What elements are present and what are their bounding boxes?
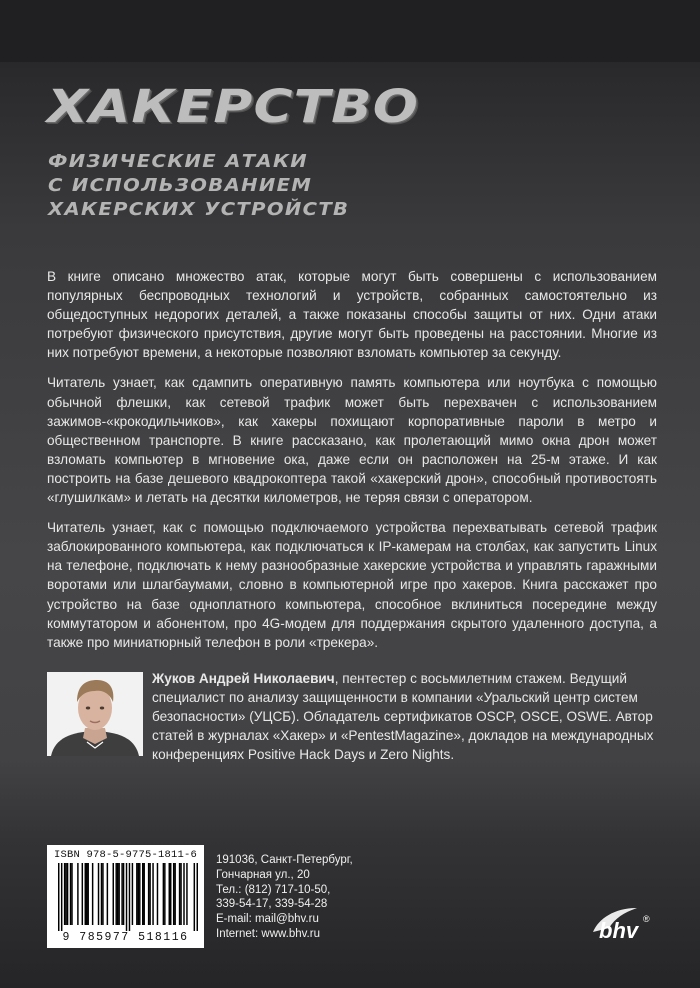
barcode-bar xyxy=(180,863,181,925)
barcode-bar xyxy=(121,863,122,925)
barcode-bar xyxy=(86,863,87,925)
isbn-label: ISBN 978-5-9775-1811-6 xyxy=(53,849,198,861)
address-line: Тел.: (812) 717-10-50, xyxy=(216,883,331,896)
barcode-bar xyxy=(107,863,108,925)
barcode-bar xyxy=(173,863,174,925)
address-line: Internet: www.bhv.ru xyxy=(216,927,320,940)
barcode-bar xyxy=(129,863,130,931)
book-subtitle xyxy=(48,150,408,222)
bhv-logo xyxy=(585,898,659,944)
barcode-bar xyxy=(118,863,119,925)
barcode-digits: 9 785977 518116 xyxy=(62,931,189,944)
barcode-bar xyxy=(101,863,102,925)
barcode-bar xyxy=(58,863,59,931)
address-line: Гончарная ул., 20 xyxy=(216,868,310,881)
barcode-bar xyxy=(149,863,150,925)
barcode-bar xyxy=(139,863,140,925)
logo-text: bhv xyxy=(599,918,639,943)
barcode-box xyxy=(47,845,204,948)
author-bio-text: , пентестер с восьмилетним стажем. Ведущий специалист по анализу защищенности в компании «Уральский центр систем безопасности» (УЦСБ). Обладатель сертификатов OSCP, OSCE, OSWE. Автор статей в журналах «Хакер» и «PentestMagazine», докладов на международных конференциях Positive Hack Days и Zero Nights. xyxy=(152,671,654,763)
barcode-bar xyxy=(64,863,65,925)
barcode-bar xyxy=(170,863,171,925)
barcode-bar xyxy=(87,863,88,925)
barcode-bar xyxy=(113,863,114,925)
barcode-bar xyxy=(157,863,158,925)
barcode-bar xyxy=(136,863,137,925)
subtitle-line: С ИСПОЛЬЗОВАНИЕМ xyxy=(48,176,313,196)
subtitle-line: ХАКЕРСКИХ УСТРОЙСТВ xyxy=(48,200,350,220)
address-line: 339-54-17, 339-54-28 xyxy=(216,898,328,911)
barcode-bar xyxy=(143,863,144,925)
barcode-bar xyxy=(183,863,184,925)
description-paragraph: Читатель узнает, как сдампить оперативную память компьютера или ноутбука с помощью обычной флешки, как сетевой трафик может быть перехвачен с использованием зажимов-«крокодильчиков», как хакеры похищают корпоративные пароли в метро и общественном транспорте. В книге рассказано, как пролетающий мимо окна дрон может взломать компьютер в мгновение ока, даже если он расположен на 25-м этаже. И как построить на базе дешевого квадрокоптера такой «хакерский дрон», способный противостоять «глушилкам» и летать на десятки километров, не теряя связи с оператором. xyxy=(47,375,657,506)
barcode-bar xyxy=(92,863,93,925)
author-name: Жуков Андрей Николаевич xyxy=(152,671,335,686)
description-paragraph: В книге описано множество атак, которые могут быть совершены с использованием популярных беспроводных технологий и устройств, собранных самостоятельно из общедоступных недорогих деталей, а также показаны способы защиты от них. Одни атаки потребуют физического присутствия, другие могут быть проведены на расстоянии. Многие из них потребуют времени, а некоторые позволяют взломать компьютер за секунду. xyxy=(47,269,657,361)
book-title: ХАКЕРСТВО xyxy=(47,80,420,133)
barcode-bar xyxy=(142,863,143,925)
logo-mark: ® xyxy=(643,914,650,924)
barcode-bar xyxy=(148,863,149,925)
publisher-address xyxy=(216,853,476,942)
subtitle-line: ФИЗИЧЕСКИЕ АТАКИ xyxy=(48,152,309,172)
barcode-bar xyxy=(169,863,170,925)
barcode-bar xyxy=(82,863,83,925)
barcode-bar xyxy=(98,863,99,925)
barcode-bar xyxy=(102,863,103,925)
barcode-bar xyxy=(115,863,116,925)
address-line: E-mail: mail@bhv.ru xyxy=(216,913,319,926)
barcode-bar xyxy=(117,863,118,925)
barcode-bar xyxy=(126,863,127,931)
barcode xyxy=(58,863,198,931)
barcode-bar xyxy=(71,863,72,925)
barcode-bar xyxy=(67,863,68,925)
barcode-bar xyxy=(186,863,187,925)
barcode-bar xyxy=(61,863,62,931)
barcode-bar xyxy=(77,863,78,925)
barcode-bar xyxy=(194,863,195,931)
barcode-bar xyxy=(123,863,124,925)
barcode-bar xyxy=(197,863,198,931)
book-description xyxy=(47,267,657,663)
barcode-bar xyxy=(138,863,139,925)
barcode-bar xyxy=(70,863,71,925)
barcode-bar xyxy=(174,863,175,925)
author-bio xyxy=(152,669,657,764)
barcode-bar xyxy=(163,863,164,925)
barcode-bar xyxy=(85,863,86,925)
author-photo xyxy=(47,672,143,756)
barcode-bar xyxy=(164,863,165,925)
barcode-bar xyxy=(152,863,153,925)
barcode-bar xyxy=(65,863,66,925)
barcode-bar xyxy=(179,863,180,925)
description-paragraph: Читатель узнает, как с помощью подключаемого устройства перехватывать сетевой трафик заблокированного компьютера, как подключаться к IP-камерам на столбах, как запустить Linux на телефоне, подключать к нему разнообразные хакерские устройства и управлять гаражными воротами или шлагбаумами, словно в компьютерной игре про хакеров. Книга расскажет про устройство на базе одноплатного компьютера, способное вклиниться посередине между коммутатором и абонентом, про 4G-модем для поддержания скрытого удаленного доступа, а также про миниатюрный телефон в роли «трекера». xyxy=(47,520,657,650)
address-line: 191036, Санкт-Петербург, xyxy=(216,854,353,866)
barcode-bar xyxy=(132,863,133,925)
top-band xyxy=(0,0,700,62)
